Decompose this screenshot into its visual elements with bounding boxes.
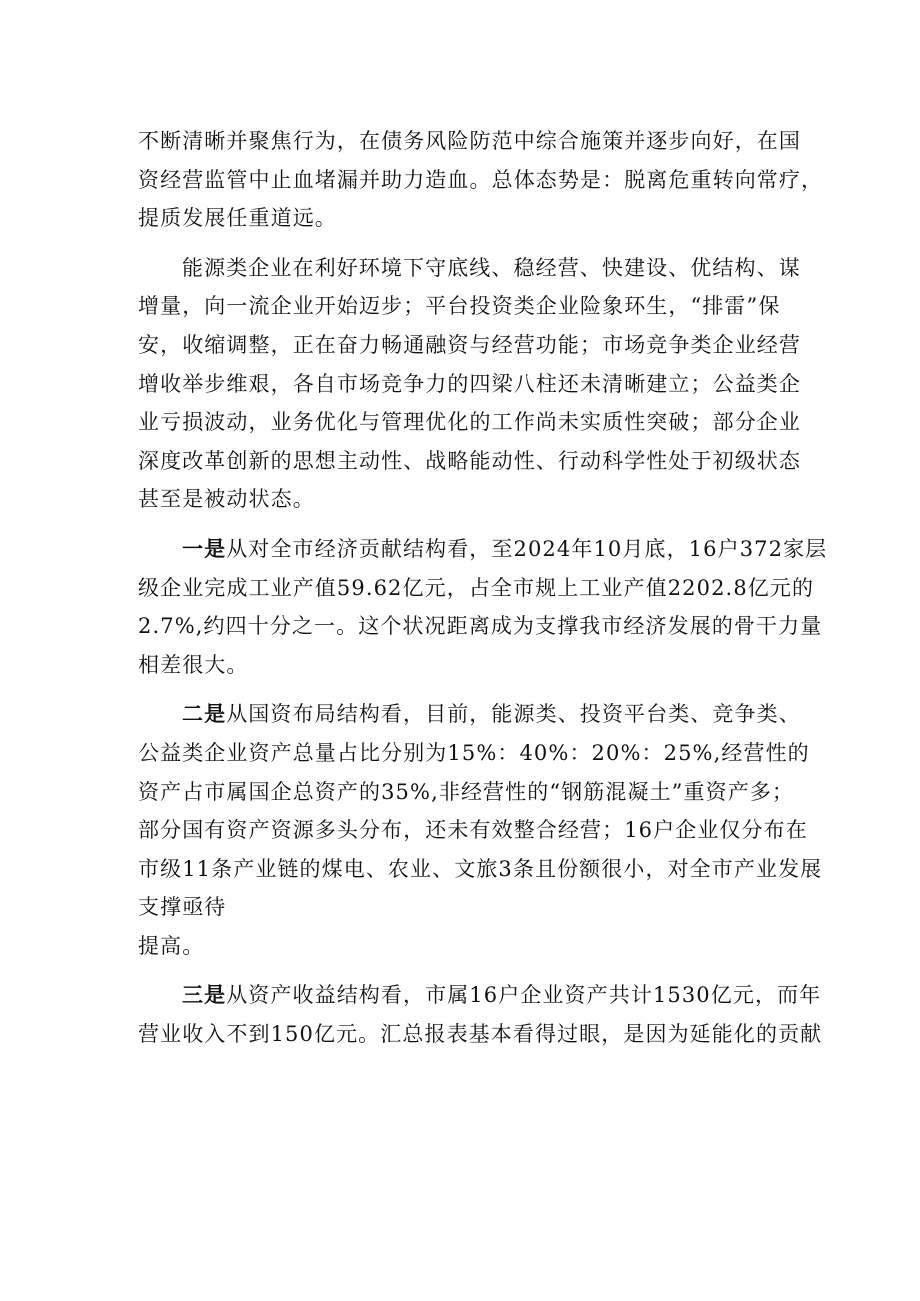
paragraph-first-line-text: 从国资布局结构看，目前，能源类、投资平台类、竞争类、 xyxy=(226,702,801,727)
paragraph-two xyxy=(138,695,823,965)
text-line: 提质发展任重道远。 xyxy=(138,206,337,231)
text-line: 提高。 xyxy=(138,933,205,958)
text-line: 营业收入不到150亿元。汇总报表基本看得过眼，是因为延能化的贡献 xyxy=(138,1022,823,1047)
paragraph-first-line-text: 从对全市经济贡献结构看，至2024年10月底，16户372家层 xyxy=(226,536,828,561)
text-line: 深度改革创新的思想主动性、战略能动性、行动科学性处于初级状态 xyxy=(138,448,801,473)
paragraph-lead: 三是 xyxy=(182,982,227,1008)
text-line: 资产占市属国企总资产的35%,非经营性的“钢筋混凝土”重资产多； xyxy=(138,779,795,804)
paragraph-first-line-text: 从资产收益结构看，市属16户企业资产共计1530亿元，而年 xyxy=(226,983,822,1008)
paragraph-lead: 二是 xyxy=(182,701,227,727)
text-line: 不断清晰并聚焦行为，在债务风险防范中综合施策并逐步向好，在国 xyxy=(138,129,801,153)
paragraph-three xyxy=(138,976,823,1053)
paragraph-intro xyxy=(138,122,824,238)
text-line: 甚至是被动状态。 xyxy=(138,487,315,512)
text-line: 增收举步维艰，各自市场竞争力的四梁八柱还未清晰建立；公益类企 xyxy=(138,371,801,396)
text-line: 安，收缩调整，正在奋力畅通融资与经营功能；市场竞争类企业经营 xyxy=(138,332,801,357)
text-line: 能源类企业在利好环境下守底线、稳经营、快建设、优结构、谋 xyxy=(182,255,801,280)
text-line xyxy=(138,695,801,734)
document-body xyxy=(138,122,828,1054)
text-line: 2.7%,约四十分之一。这个状况距离成为支撑我市经济发展的骨干力量 xyxy=(138,614,823,639)
text-line: 部分国有资产资源多头分布，还未有效整合经营；16户企业仅分布在 xyxy=(138,818,808,843)
paragraph-enterprises xyxy=(138,249,801,519)
paragraph-one xyxy=(138,530,828,684)
text-line: 资经营监管中止血堵漏并助力造血。总体态势是：脱离危重转向常疗， xyxy=(138,167,824,192)
text-line xyxy=(138,530,828,569)
text-line: 支撑亟待 xyxy=(138,895,227,920)
text-line: 相差很大。 xyxy=(138,652,249,677)
text-line xyxy=(138,976,822,1015)
text-line: 级企业完成工业产值59.62亿元，占全市规上工业产值2202.8亿元的 xyxy=(138,575,815,600)
text-line: 公益类企业资产总量占比分别为15%：40%：20%：25%,经营性的 xyxy=(138,740,810,765)
paragraph-lead: 一是 xyxy=(182,535,227,561)
text-line: 业亏损波动，业务优化与管理优化的工作尚未实质性突破；部分企业 xyxy=(138,410,801,435)
text-line: 市级11条产业链的煤电、农业、文旅3条且份额很小，对全市产业发展 xyxy=(138,856,823,881)
text-line: 增量，向一流企业开始迈步；平台投资类企业险象环生，“排雷”保 xyxy=(138,294,781,319)
